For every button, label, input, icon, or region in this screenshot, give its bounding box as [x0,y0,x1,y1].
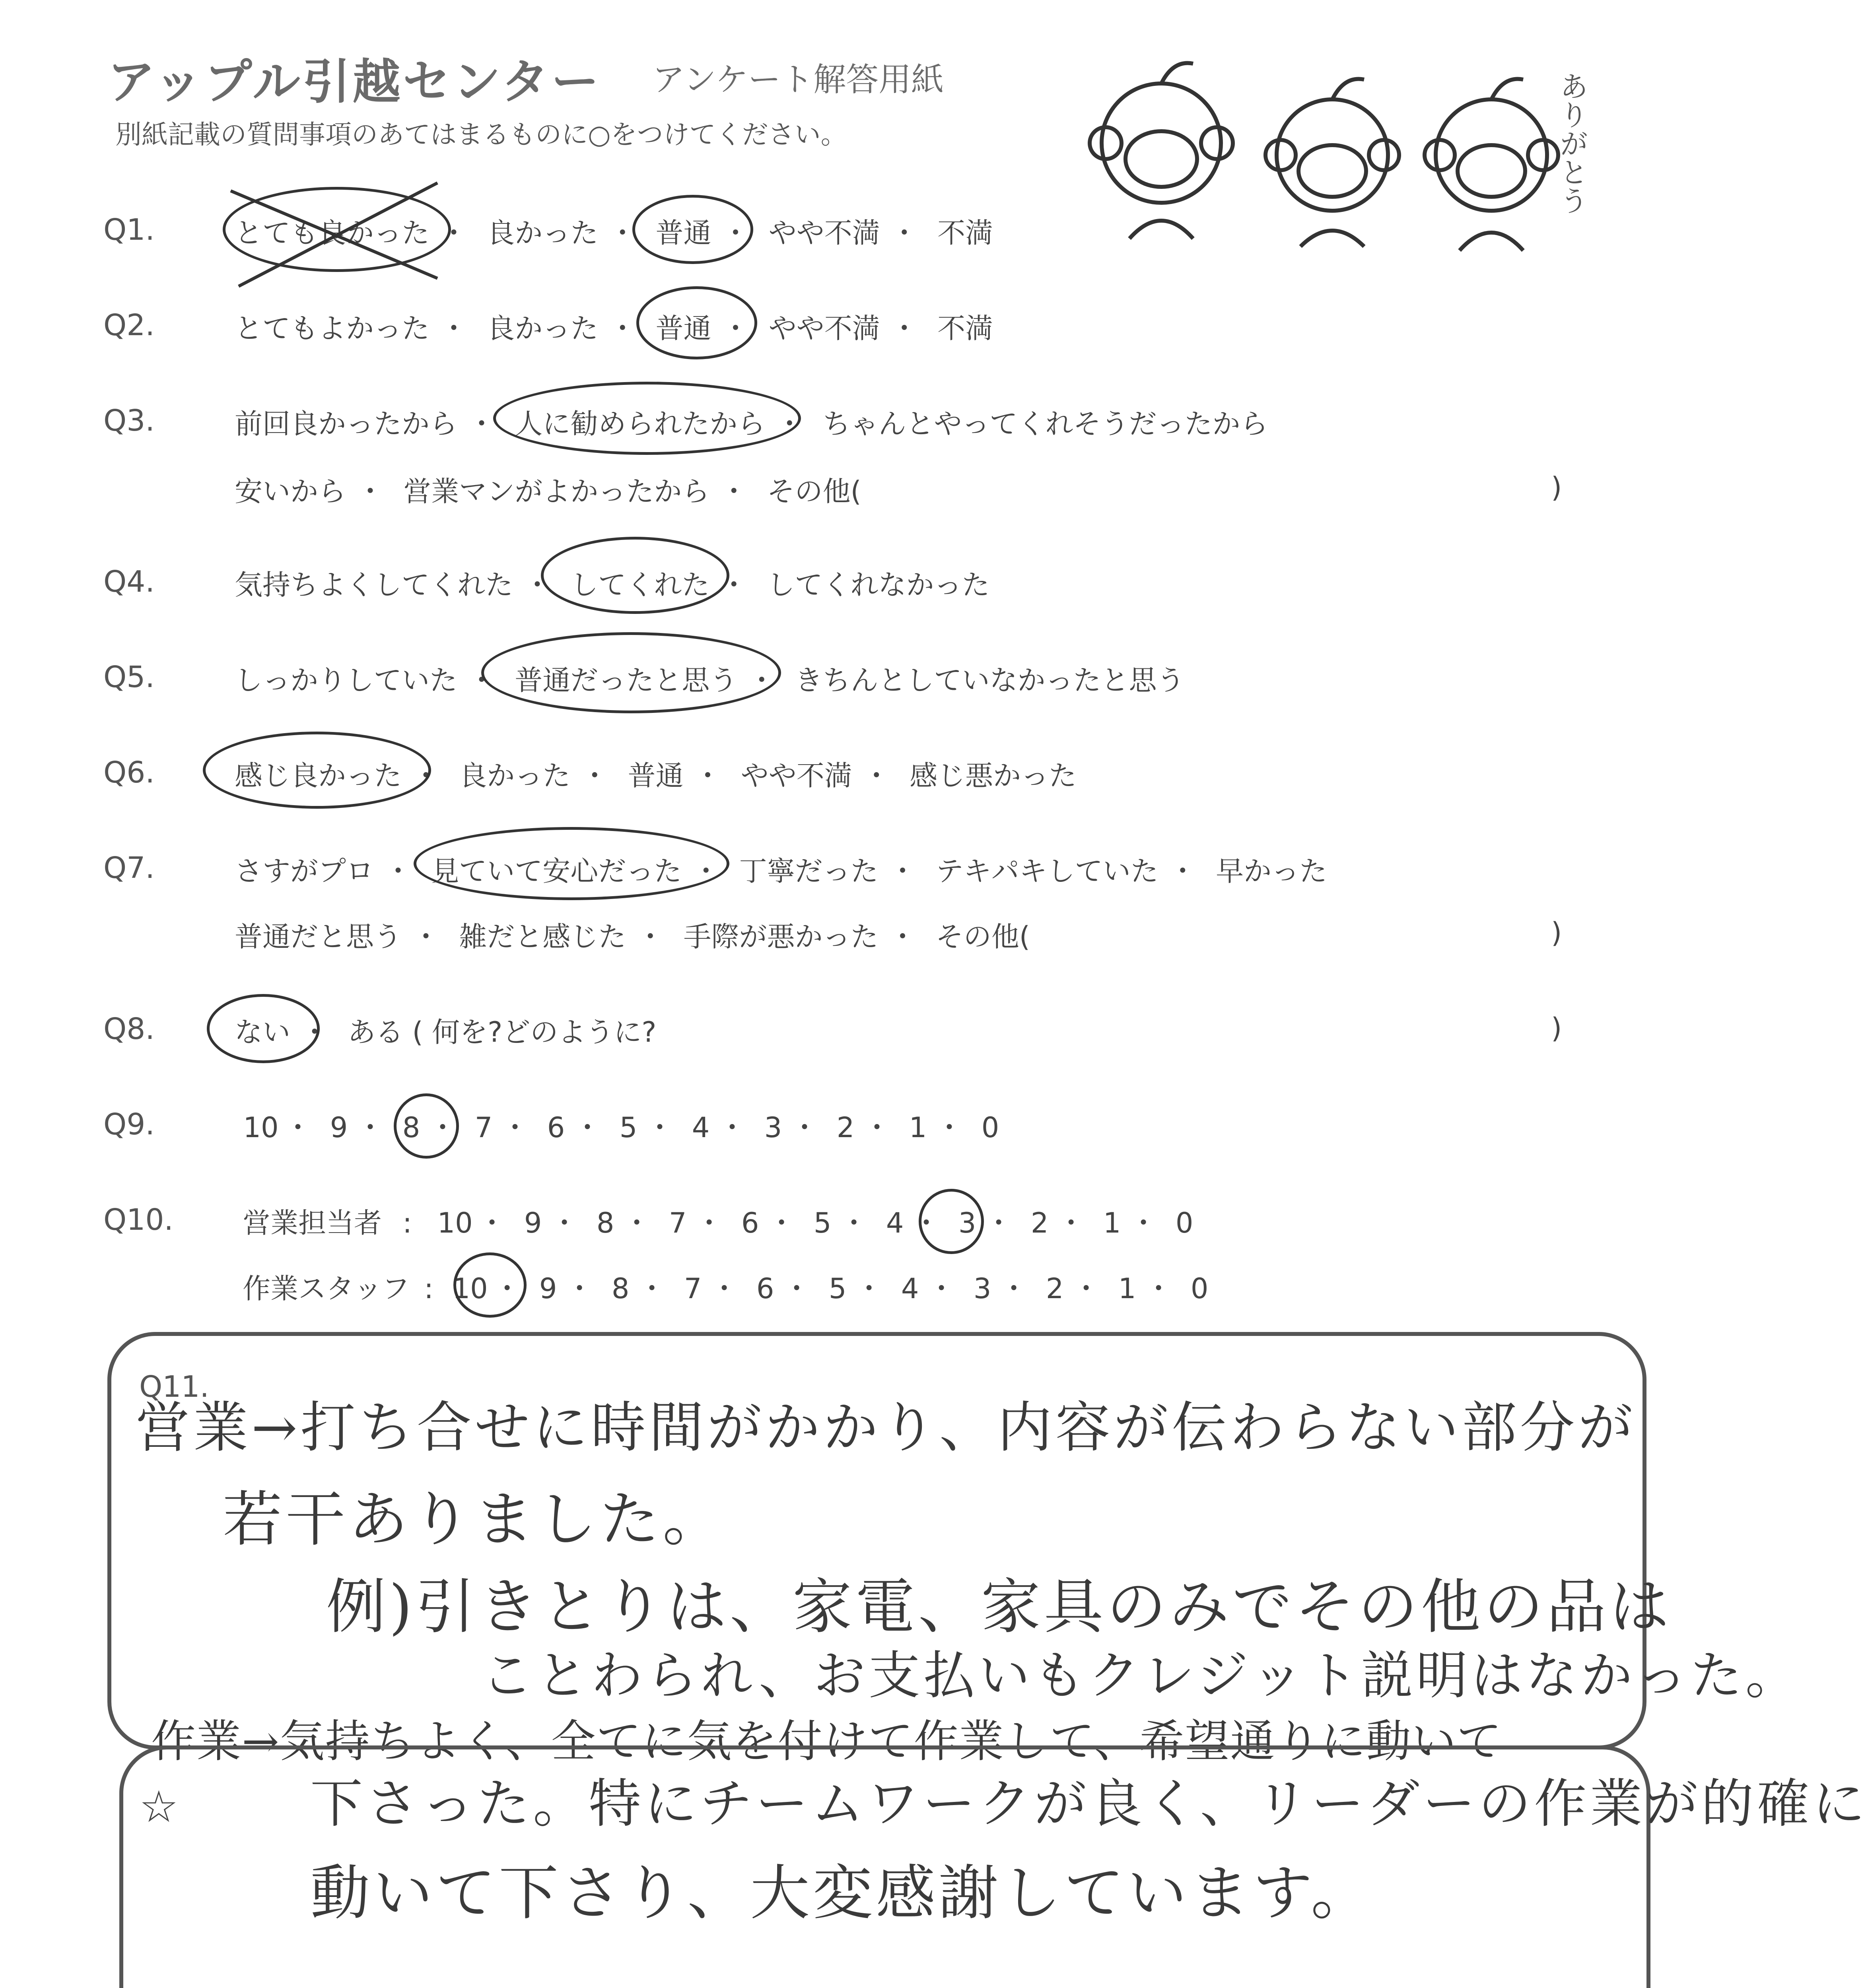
q2-options: とてもよかった ・ 良かった ・ 普通 ・ やや不満 ・ 不満 [235,306,1003,346]
q10-staff-score[interactable]: 1 [1118,1272,1136,1305]
q3-label: Q3. [103,404,155,438]
q6-options: 感じ良かった ・ 良かった ・ 普通 ・ やや不満 ・ 感じ悪かった [235,753,1086,794]
q10-sales-score[interactable]: 6 [741,1207,759,1239]
q7-option[interactable]: 手際が悪かった [683,920,879,953]
q3-option[interactable]: その他( [767,475,861,508]
q7-option[interactable]: 普通だと思う [235,920,402,953]
q4-selected-circle [541,537,729,614]
q5-label: Q5. [103,660,155,694]
q1-option[interactable]: とても良かった [235,217,430,249]
q2-option[interactable]: とてもよかった [235,312,430,345]
q1-option[interactable]: 良かった [487,217,599,249]
q5-option[interactable]: 普通だったと思う [515,664,738,697]
q5-option[interactable]: しっかりしていた [235,664,457,697]
q10-sales-selected-circle [919,1189,984,1254]
q10-staff-selected-circle [453,1252,527,1318]
q9-score[interactable]: 9 [330,1111,348,1144]
q1-cross-mark [215,175,453,294]
q9-score[interactable]: 4 [692,1111,710,1144]
q4-options: 気持ちよくしてくれた ・ してくれた ・ してくれなかった [235,563,999,603]
q9-label: Q9. [103,1107,155,1142]
q6-option[interactable]: 良かった [459,759,571,792]
q9-score[interactable]: 6 [547,1111,565,1144]
q5-selected-circle [481,632,781,713]
q10-staff-label: 作業スタッフ [243,1272,410,1305]
q3-options: 前回良かったから ・ 人に勧められたから ・ ちゃんとやってくれそうだったから [235,402,1278,442]
q10-staff-score[interactable]: 0 [1190,1272,1209,1305]
q2-option[interactable]: やや不満 [768,312,880,345]
q7-options-row2: 普通だと思う ・ 雑だと感じた ・ 手際が悪かった ・ その他( [235,914,1040,955]
q10-sales-score[interactable]: 5 [813,1207,832,1239]
q4-option[interactable]: 気持ちよくしてくれた [235,569,513,601]
q8-options: ない ・ ある ( 何を?どのように? [235,1010,666,1050]
q7-options: さすがプロ ・ 見ていて安心だった ・ 丁寧だった ・ テキパキしていた ・ 早かった [235,849,1337,889]
q10-sales-score[interactable]: 2 [1030,1207,1049,1239]
q10-staff-score[interactable]: 6 [756,1272,774,1305]
q4-label: Q4. [103,565,155,599]
q10-staff-score[interactable]: 8 [611,1272,630,1305]
company-name: アップル引越センター [107,54,601,110]
q7-option[interactable]: その他( [935,920,1030,953]
q10-sales-score[interactable]: 9 [524,1207,542,1239]
q7-option[interactable]: テキパキしていた [935,855,1159,887]
q6-label: Q6. [103,755,155,790]
q9-scale: 10 ・ 9 ・ 8 ・ 7 ・ 6 ・ 5 ・ 4 ・ 3 ・ 2 ・ 1 ・ 0 [239,1105,1007,1145]
q7-close-paren: ) [1551,916,1562,949]
q9-score[interactable]: 3 [764,1111,782,1144]
q11-line: 作業→気持ちよく、全てに気を付けて作業して、希望通りに動いて [151,1716,1503,1767]
q7-label: Q7. [103,851,155,885]
q10-sales-sep: : [402,1207,412,1239]
q10-staff-score[interactable]: 5 [828,1272,847,1305]
q10-sales-score[interactable]: 1 [1103,1207,1121,1239]
q10-staff-score[interactable]: 3 [973,1272,991,1305]
q3-option[interactable]: 営業マンがよかったから [403,475,710,508]
q8-option[interactable]: ある ( 何を?どのように? [348,1016,657,1048]
q8-selected-circle [207,994,320,1063]
monkey-mascots-illustration [1082,52,1615,258]
q9-score[interactable]: 10 [243,1111,279,1144]
q9-score[interactable]: 2 [836,1111,855,1144]
q9-score[interactable]: 5 [619,1111,638,1144]
q10-label: Q10. [103,1203,173,1237]
thanks-text: ありがとう [1555,72,1588,215]
q10-sales-score[interactable]: 0 [1175,1207,1193,1239]
q6-option[interactable]: 感じ悪かった [910,759,1077,792]
q2-option[interactable]: 普通 [655,312,711,345]
form-title: アンケート解答用紙 [652,61,944,99]
q2-label: Q2. [103,308,155,342]
q10-staff-score[interactable]: 7 [684,1272,702,1305]
q10-staff-score[interactable]: 10 [452,1272,488,1305]
q1-selected-circle [632,195,753,264]
q9-score[interactable]: 8 [402,1111,420,1144]
q9-selected-circle [394,1093,459,1159]
instruction-text: 別紙記載の質問事項のあてはまるものに○をつけてください。 [115,119,847,150]
q1-option[interactable]: 普通 [655,217,711,249]
q11-line: 例)引きとりは、家電、家具のみでその他の品は [326,1573,1672,1642]
q8-close-paren: ) [1551,1012,1562,1044]
q6-selected-circle [203,732,431,809]
q10-staff-score[interactable]: 4 [901,1272,919,1305]
q1-label: Q1. [103,213,155,247]
q10-sales-score[interactable]: 10 [437,1207,473,1239]
q8-option[interactable]: ない [235,1016,290,1048]
q10-sales-label: 営業担当者 [243,1207,382,1239]
q3-selected-circle [493,382,801,455]
q10-sales-score[interactable]: 7 [669,1207,687,1239]
q10-sales-row: 営業担当者 : 10 ・ 9 ・ 8 ・ 7 ・ 6 ・ 5 ・ 4 ・ 3 ・ 2 ・ 1 ・ 0 [243,1201,1201,1241]
q2-option[interactable]: 良かった [487,312,599,345]
q3-option[interactable]: 安いから [235,475,346,508]
q2-option[interactable]: 不満 [937,312,993,345]
q10-staff-score[interactable]: 9 [539,1272,557,1305]
q4-option[interactable]: してくれた [570,569,710,601]
q10-sales-score[interactable]: 8 [596,1207,614,1239]
q3-option[interactable]: 人に勧められたから [515,408,766,440]
q7-option[interactable]: 早かった [1216,855,1328,887]
q6-option[interactable]: 感じ良かった [235,759,402,792]
q1-options: とても良かった ・ 良かった ・ 普通 ・ やや不満 ・ 不満 [235,211,1003,251]
star-icon: ☆ [139,1781,179,1832]
q5-options: しっかりしていた ・ 普通だったと思う ・ きちんとしていなかったと思う [235,658,1194,698]
q9-score[interactable]: 1 [909,1111,927,1144]
q10-sales-score[interactable]: 3 [958,1207,976,1239]
q3-close-paren: ) [1551,471,1562,504]
q1-option[interactable]: やや不満 [768,217,880,249]
q1-option[interactable]: 不満 [937,217,993,249]
q10-staff-sep: : [424,1272,433,1305]
q7-option[interactable]: さすがプロ [235,855,374,887]
q7-option[interactable]: 見ていて安心だった [431,855,682,887]
q7-selected-circle [414,827,729,900]
q11-line: 営業→打ち合せに時間がかかり、内容が伝わらない部分が [135,1396,1636,1460]
q11-label: Q11. [139,1370,209,1404]
q10-staff-score[interactable]: 2 [1046,1272,1064,1305]
q3-option[interactable]: ちゃんとやってくれそうだったから [822,408,1268,440]
q3-option[interactable]: 前回良かったから [235,408,457,440]
q10-staff-row: 作業スタッフ : 10 ・ 9 ・ 8 ・ 7 ・ 6 ・ 5 ・ 4 ・ 3 ・ 2 ・ 1 ・ 0 [243,1266,1216,1307]
q8-label: Q8. [103,1012,155,1046]
q10-sales-score[interactable]: 4 [886,1207,904,1239]
q6-option[interactable]: 普通 [628,759,684,792]
q2-selected-circle [636,286,757,359]
q11-line: 若干ありました。 [223,1485,726,1554]
q4-option[interactable]: してくれなかった [767,569,990,601]
q6-option[interactable]: やや不満 [741,759,852,792]
q11-line: 下さった。特にチームワークが良く、リーダーの作業が的確に [310,1773,1868,1835]
q11-line: 動いて下さり、大変感謝しています。 [310,1859,1374,1928]
q3-options-row2: 安いから ・ 営業マンがよかったから ・ その他( [235,469,871,509]
q7-option[interactable]: 丁寧だった [739,855,879,887]
q5-option[interactable]: きちんとしていなかったと思う [795,664,1185,697]
q9-score[interactable]: 0 [981,1111,999,1144]
q9-score[interactable]: 7 [474,1111,493,1144]
q7-option[interactable]: 雑だと感じた [459,920,626,953]
q11-line: ことわられ、お支払いもクレジット説明はなかった。 [481,1645,1800,1706]
